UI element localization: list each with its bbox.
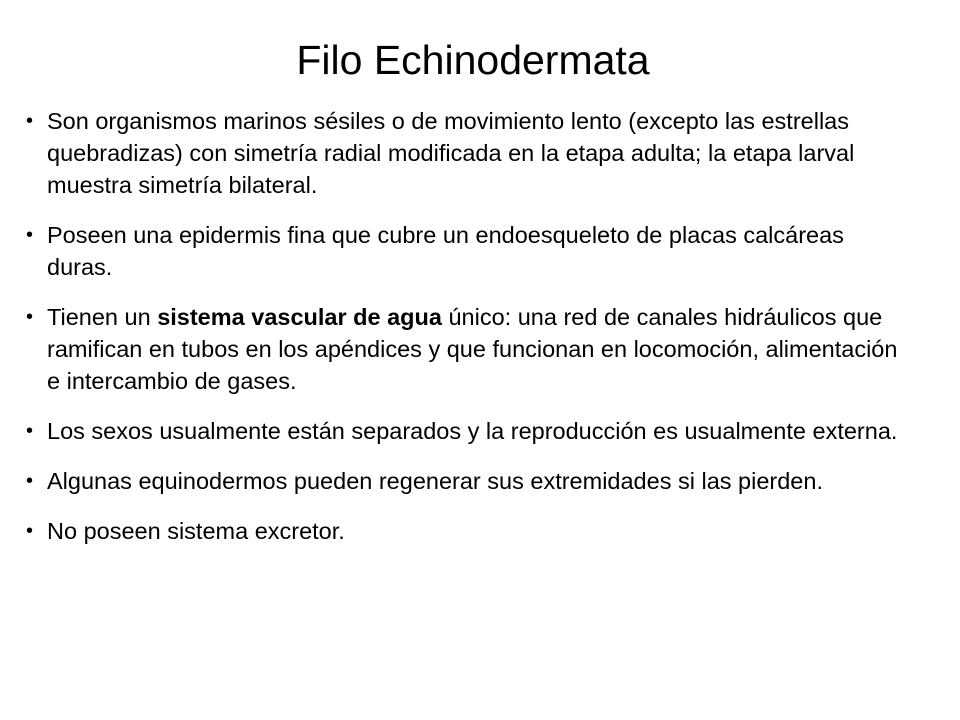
bullet-icon: •	[26, 110, 34, 132]
bullet-item	[20, 515, 900, 547]
bullet-text-after: único: una red de canales hidráulicos que ramifican en tubos en los apéndices y que funcionan en locomoción, alimentación e intercambio de gases.	[47, 304, 898, 394]
bullet-icon: •	[26, 420, 34, 442]
bullet-icon: •	[26, 306, 34, 328]
bullet-list	[20, 105, 900, 565]
bullet-icon: •	[26, 470, 34, 492]
bullet-item	[20, 105, 900, 201]
bullet-text: No poseen sistema excretor.	[47, 518, 345, 544]
bullet-icon: •	[26, 224, 34, 246]
bullet-text-before: Tienen un	[47, 304, 158, 330]
bullet-item	[20, 301, 900, 397]
bullet-text	[47, 304, 897, 394]
bullet-item	[20, 219, 900, 283]
bullet-icon: •	[26, 520, 34, 542]
bullet-item	[20, 415, 900, 447]
bullet-text: Son organismos marinos sésiles o de movimiento lento (excepto las estrellas quebradizas) con simetría radial modificada en la etapa adulta; la etapa larval muestra simetría bilateral.	[47, 108, 855, 198]
bullet-text: Los sexos usualmente están separados y la reproducción es usualmente externa.	[47, 418, 898, 444]
bullet-item	[20, 465, 900, 497]
slide-title: Filo Echinodermata	[296, 37, 650, 83]
bullet-text-bold: sistema vascular de agua	[157, 304, 442, 330]
bullet-text: Poseen una epidermis fina que cubre un endoesqueleto de placas calcáreas duras.	[47, 222, 844, 280]
bullet-text: Algunas equinodermos pueden regenerar sus extremidades si las pierden.	[47, 468, 823, 494]
